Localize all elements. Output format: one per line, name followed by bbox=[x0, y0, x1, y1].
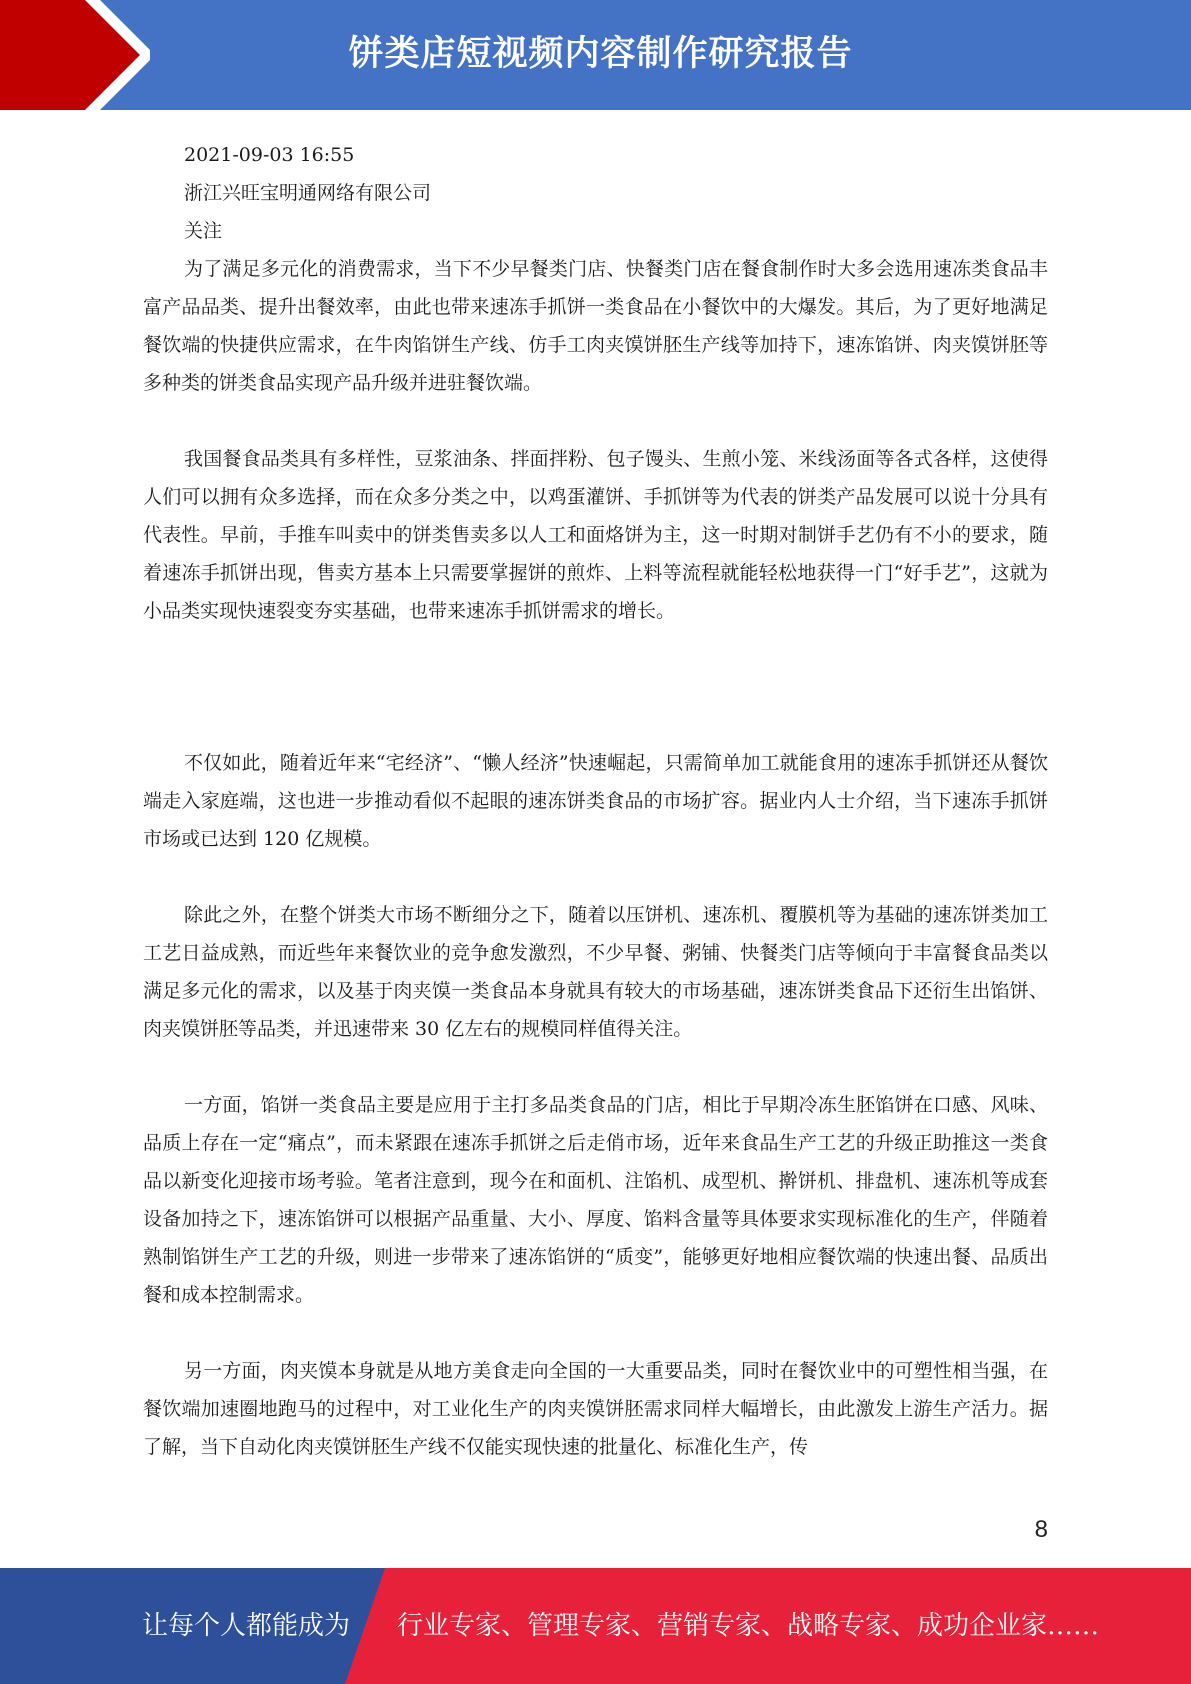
paragraph-2: 我国餐食品类具有多样性，豆浆油条、拌面拌粉、包子馒头、生煎小笼、米线汤面等各式各样，这使得人们可以拥有众多选择，而在众多分类之中，以鸡蛋灌饼、手抓饼等为代表的饼类产品发展可以说十分具有代表性。早前，手推车叫卖中的饼类售卖多以人工和面烙饼为主，这一时期对制饼手艺仍有不小的要求，随着速冻手抓饼出现，售卖方基本上只需要掌握饼的煎炸、上料等流程就能轻松地获得一门“好手艺”，这就为小品类实现快速裂变夯实基础，也带来速冻手抓饼需求的增长。 bbox=[143, 448, 1048, 622]
paragraph-spacer bbox=[143, 1048, 1048, 1086]
company-name: 浙江兴旺宝明通网络有限公司 bbox=[184, 182, 432, 204]
footer-slogan-left: 让每个人都能成为 bbox=[142, 1611, 351, 1641]
paragraph-5: 一方面，馅饼一类食品主要是应用于主打多品类食品的门店，相比于早期冷冻生胚馅饼在口感、风味、品质上存在一定“痛点”，而未紧跟在速冻手抓饼之后走俏市场，近年来食品生产工艺的升级正助推这一类食品以新变化迎接市场考验。笔者注意到，现今在和面机、注馅机、成型机、擀饼机、排盘机、速冻机等成套设备加持之下，速冻馅饼可以根据产品重量、大小、厚度、馅料含量等具体要求实现标准化的生产，伴随着熟制馅饼生产工艺的升级，则进一步带来了速冻馅饼的“质变”，能够更好地相应餐饮端的快速出餐、品质出餐和成本控制需求。 bbox=[143, 1094, 1048, 1306]
page-header bbox=[0, 0, 1191, 110]
paragraph-spacer bbox=[143, 630, 1048, 744]
paragraph-spacer bbox=[143, 402, 1048, 440]
paragraph-6: 另一方面，肉夹馍本身就是从地方美食走向全国的一大重要品类，同时在餐饮业中的可塑性相当强，在餐饮端加速圈地跑马的过程中，对工业化生产的肉夹馍饼胚需求同样大幅增长，由此激发上游生产活力。据了解，当下自动化肉夹馍饼胚生产线不仅能实现快速的批量化、标准化生产，传 bbox=[143, 1360, 1048, 1458]
paragraph-4: 除此之外，在整个饼类大市场不断细分之下，随着以压饼机、速冻机、覆膜机等为基础的速冻饼类加工工艺日益成熟，而近些年来餐饮业的竞争愈发激烈，不少早餐、粥铺、快餐类门店等倾向于丰富餐食品类以满足多元化的需求，以及基于肉夹馍一类食品本身就具有较大的市场基础，速冻饼类食品下还衍生出馅饼、肉夹馍饼胚等品类，并迅速带来 30 亿左右的规模同样值得关注。 bbox=[143, 904, 1048, 1040]
paragraph-spacer bbox=[143, 1314, 1048, 1352]
paragraph-3: 不仅如此，随着近年来“宅经济”、“懒人经济”快速崛起，只需简单加工就能食用的速冻手抓饼还从餐饮端走入家庭端，这也进一步推动看似不起眼的速冻饼类食品的市场扩容。据业内人士介绍，当下速冻手抓饼市场或已达到 120 亿规模。 bbox=[143, 752, 1048, 850]
article-body bbox=[143, 136, 1048, 1466]
follow-link[interactable]: 关注 bbox=[184, 220, 223, 242]
page-number: 8 bbox=[1034, 1516, 1048, 1543]
paragraph-spacer bbox=[143, 858, 1048, 896]
footer-slogan-right: 行业专家、管理专家、营销专家、战略专家、成功企业家…… bbox=[397, 1611, 1100, 1641]
page-title: 饼类店短视频内容制作研究报告 bbox=[348, 34, 853, 74]
publish-datetime: 2021-09-03 16:55 bbox=[184, 144, 355, 166]
page-footer bbox=[0, 1568, 1191, 1684]
paragraph-1: 为了满足多元化的消费需求，当下不少早餐类门店、快餐类门店在餐食制作时大多会选用速冻类食品丰富产品品类、提升出餐效率，由此也带来速冻手抓饼一类食品在小餐饮中的大爆发。其后，为了更好地满足餐饮端的快捷供应需求，在牛肉馅饼生产线、仿手工肉夹馍饼胚生产线等加持下，速冻馅饼、肉夹馍饼胚等多种类的饼类食品实现产品升级并进驻餐饮端。 bbox=[143, 258, 1048, 394]
